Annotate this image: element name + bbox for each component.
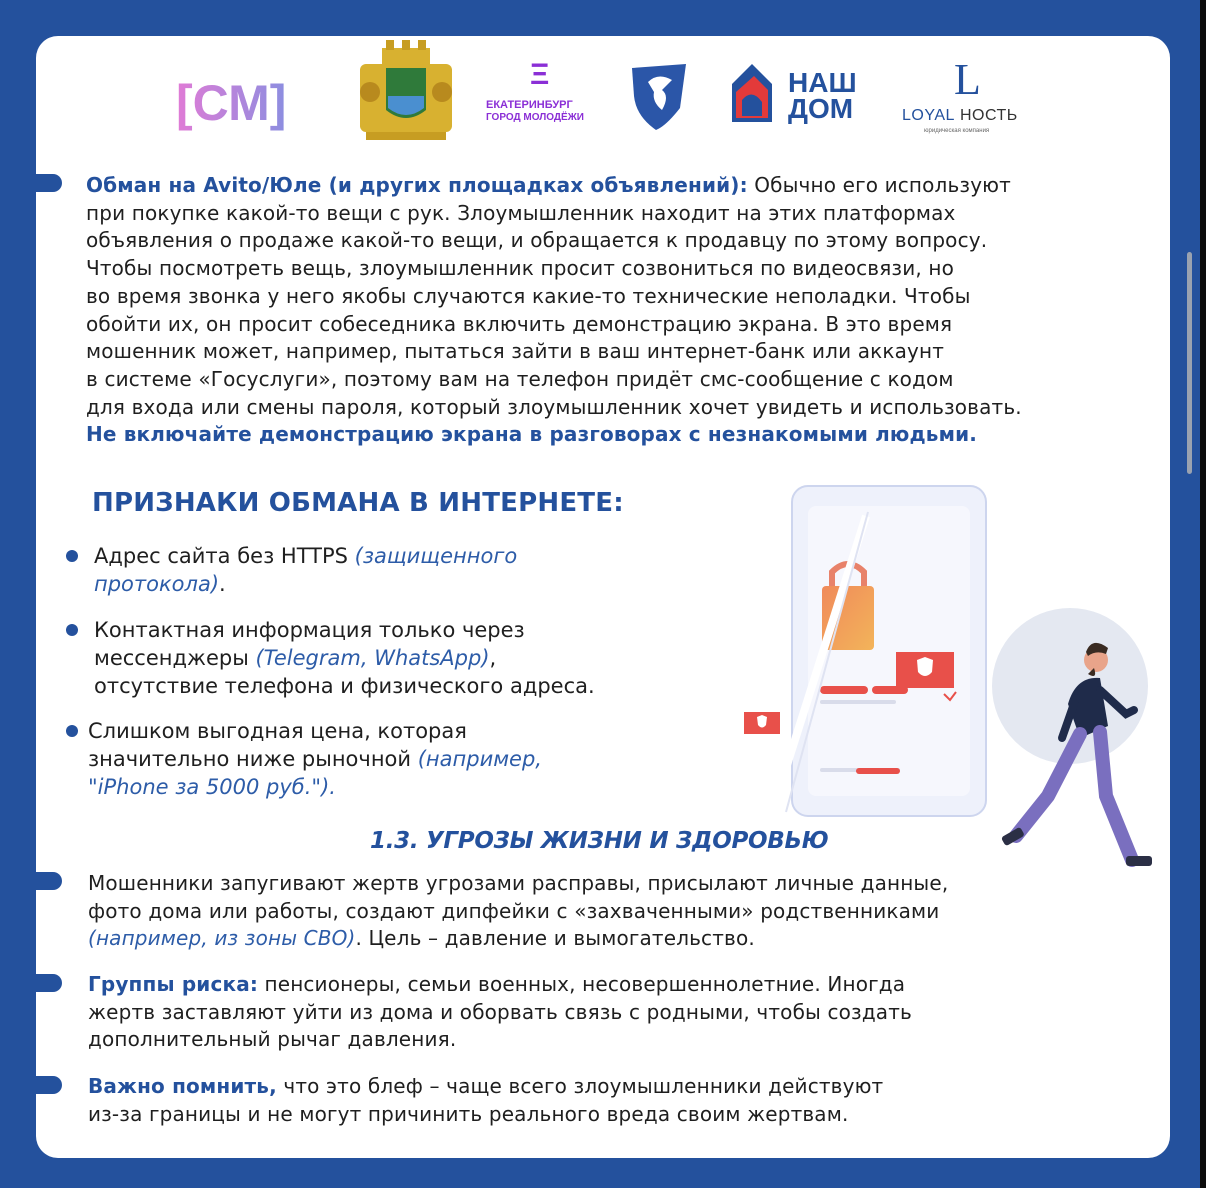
svg-text:НАШ: НАШ — [788, 67, 857, 98]
shield-alert-icon — [744, 712, 780, 734]
risk-groups-paragraph: Группы риска: пенсионеры, семьи военных, несовершеннолетние. Иногда жертв заставляют уйти из дома и оборвать связь с родными, чтобы создать дополнительный рычаг давления. — [88, 972, 912, 1052]
section-marker — [36, 1076, 62, 1094]
svg-text:юридическая компания: юридическая компания — [924, 128, 990, 134]
bullet-messengers: Контактная информация только через мессенджеры (Telegram, WhatsApp), отсутствие телефона и физического адреса. — [94, 618, 595, 698]
coat-of-arms-icon — [360, 40, 452, 140]
avito-warning: Не включайте демонстрацию экрана в разговорах с незнакомыми людьми. — [86, 422, 978, 447]
svg-text:L: L — [954, 55, 981, 104]
svg-text:Ξ: Ξ — [530, 58, 550, 91]
partner-logos — [36, 36, 1170, 156]
remember-paragraph: Важно помнить, что это блеф – чаще всего злоумышленники действуют из-за границы и не могут причинить реального вреда своим жертвам. — [88, 1074, 884, 1126]
shield-eagle-icon — [632, 64, 686, 130]
svg-text:НОСТЬ: НОСТЬ — [960, 107, 1018, 124]
bullet-https: Адрес сайта без HTTPS (защищенного протокола). — [94, 544, 518, 596]
bullet-price: Слишком выгодная цена, которая значительно ниже рыночной (например, "iPhone за 5000 руб."). — [88, 719, 542, 799]
eburg-logo-line2: ГОРОД МОЛОДЁЖИ — [486, 112, 584, 123]
section-marker — [36, 174, 62, 192]
loyalnost-logo — [902, 55, 1018, 134]
eburg-youth-logo — [486, 58, 584, 123]
threats-heading: 1.3. УГРОЗЫ ЖИЗНИ И ЗДОРОВЬЮ — [370, 828, 829, 854]
sm-logo: [СМ] — [176, 75, 287, 131]
signs-heading: ПРИЗНАКИ ОБМАНА В ИНТЕРНЕТЕ: — [92, 488, 624, 518]
avito-paragraph: Обман на Avito/Юле (и других площадках объявлений): Обычно его используют при покупке какой-то вещи с рук. Злоумышленник находит на этих платформах объявления о продаже какой-то вещи, и обращается к продавцу по этому вопросу. Чтобы посмотреть вещь, злоумышленник просит созвониться по видеосвязи, но во время звонка у него якобы случаются какие-то технические неполадки. Чтобы обойти их, он просит собеседника включить демонстрацию экрана. В это время мошенник может, например, пытаться зайти в ваш интернет-банк или аккаунт в системе «Госуслуги», поэтому вам на телефон придёт смс-сообщение с кодом для входа или смены пароля, который злоумышленник хочет увидеть и использовать. Не включайте демонстрацию экрана в разговорах с незнакомыми людьми. — [86, 172, 1166, 449]
eburg-logo-line1: ЕКАТЕРИНБУРГ — [486, 99, 573, 111]
phone-scam-illustration — [696, 476, 1170, 876]
section-marker — [36, 872, 62, 890]
bullet-dot — [66, 624, 78, 636]
threats-paragraph: Мошенники запугивают жертв угрозами расправы, присылают личные данные, фото дома или работы, создают дипфейки с «захваченными» родственниками (например, из зоны СВО). Цель – давление и вымогательство. — [88, 871, 949, 951]
scrollbar-thumb[interactable] — [1187, 252, 1192, 474]
scrollbar-track[interactable] — [1200, 0, 1206, 1188]
bullet-dot — [66, 725, 78, 737]
bullet-dot — [66, 550, 78, 562]
section-marker — [36, 974, 62, 992]
avito-title: Обман на Avito/Юле (и других площадках объявлений): — [86, 173, 748, 197]
svg-text:ДОМ: ДОМ — [788, 93, 854, 124]
svg-text:LOYAL: LOYAL — [902, 107, 955, 124]
nash-dom-logo — [732, 64, 857, 124]
content-card — [36, 36, 1170, 1158]
